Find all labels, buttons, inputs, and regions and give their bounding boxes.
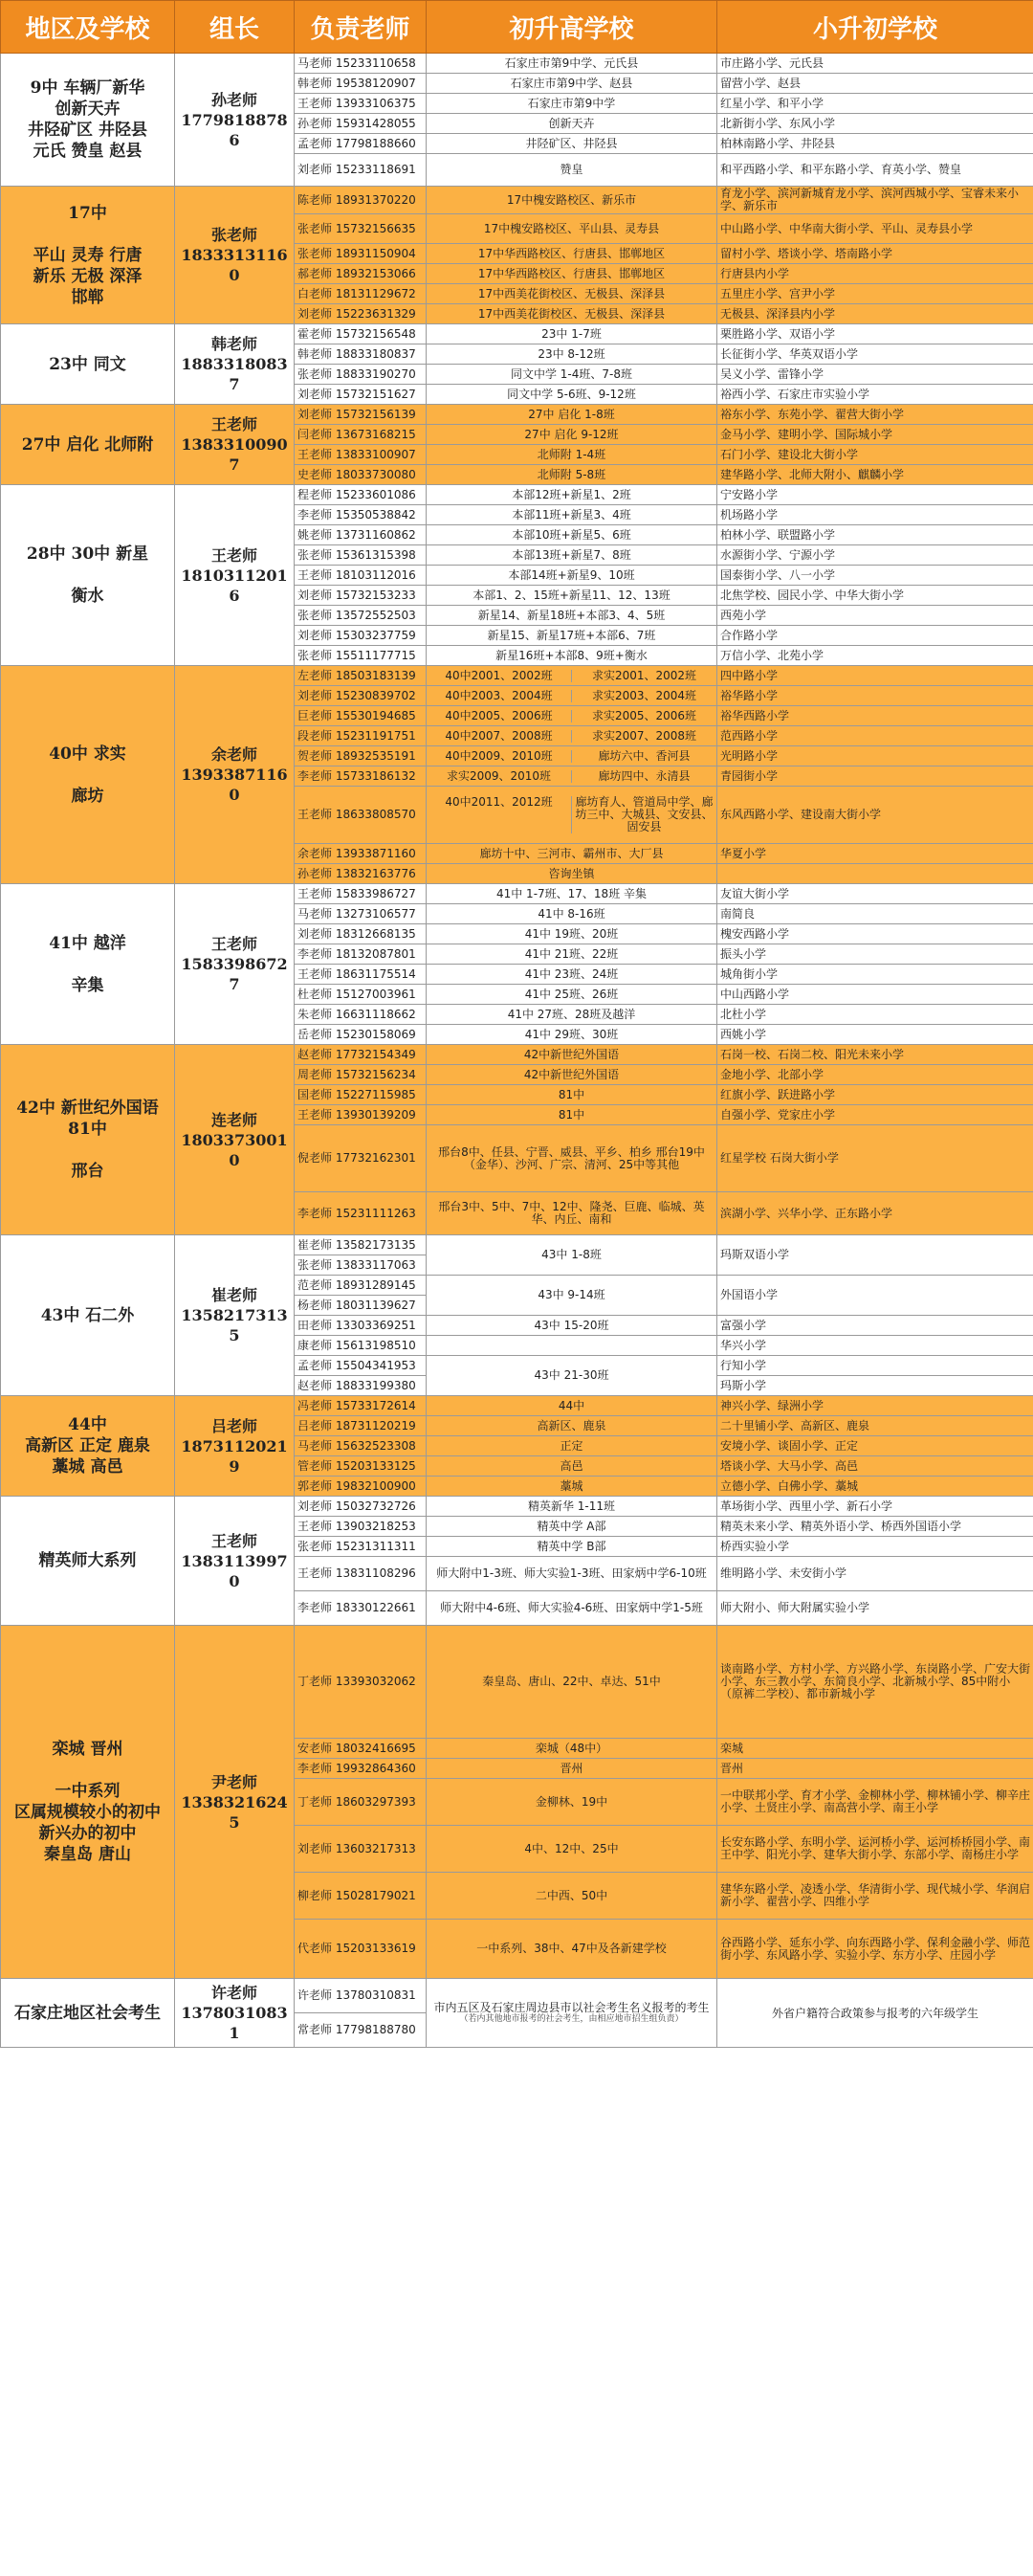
table-body xyxy=(1,54,1033,2048)
middle-school-cell: 师大附小、师大附属实验小学 xyxy=(717,1591,1033,1626)
teacher-cell: 史老师 18033730080 xyxy=(295,465,427,485)
table-row xyxy=(1,1626,1033,1739)
middle-school-cell: 裕东小学、东苑小学、翟营大街小学 xyxy=(717,405,1033,425)
table-row xyxy=(1,1235,1033,1255)
middle-school-cell: 四中路小学 xyxy=(717,666,1033,686)
middle-school-cell: 富强小学 xyxy=(717,1316,1033,1336)
high-school-cell: 41中 27班、28班及越洋 xyxy=(427,1005,717,1025)
middle-school-cell: 外国语小学 xyxy=(717,1276,1033,1316)
middle-school-cell: 行知小学 xyxy=(717,1356,1033,1376)
high-school-cell: 创新天卉 xyxy=(427,114,717,134)
teacher-cell: 周老师 15732156234 xyxy=(295,1065,427,1085)
high-school-cell: 北师附 5-8班 xyxy=(427,465,717,485)
teacher-cell: 王老师 18631175514 xyxy=(295,965,427,985)
middle-school-cell: 柏林小学、联盟路小学 xyxy=(717,525,1033,545)
table-row xyxy=(1,1396,1033,1416)
teacher-cell: 刘老师 15732156139 xyxy=(295,405,427,425)
teacher-cell: 李老师 15733186132 xyxy=(295,766,427,787)
teacher-cell: 岳老师 15230158069 xyxy=(295,1025,427,1045)
teacher-cell: 张老师 15361315398 xyxy=(295,545,427,566)
teacher-cell: 陈老师 18931370220 xyxy=(295,187,427,214)
high-school-cell: 晋州 xyxy=(427,1759,717,1779)
middle-school-cell: 裕西小学、石家庄市实验小学 xyxy=(717,385,1033,405)
high-school-part: 廊坊六中、香河县 xyxy=(571,750,716,763)
high-school-cell: 41中 29班、30班 xyxy=(427,1025,717,1045)
high-school-cell: 17中华西路校区、行唐县、邯郸地区 xyxy=(427,244,717,264)
middle-school-cell: 栗胜路小学、双语小学 xyxy=(717,324,1033,344)
middle-school-cell xyxy=(717,864,1033,884)
teacher-cell: 吕老师 18731120219 xyxy=(295,1416,427,1436)
middle-school-cell: 神兴小学、绿洲小学 xyxy=(717,1396,1033,1416)
teacher-cell: 康老师 15613198510 xyxy=(295,1336,427,1356)
middle-school-cell: 建华东路小学、凌透小学、华清街小学、现代城小学、华润启新小学、翟营小学、四维小学 xyxy=(717,1873,1033,1920)
teacher-cell: 张老师 13833117063 xyxy=(295,1255,427,1276)
middle-school-cell: 南简良 xyxy=(717,904,1033,924)
teacher-cell: 张老师 18833190270 xyxy=(295,365,427,385)
high-school-cell: 高邑 xyxy=(427,1456,717,1477)
middle-school-cell: 北杜小学 xyxy=(717,1005,1033,1025)
region-cell: 精英师大系列 xyxy=(1,1497,175,1626)
region-cell: 23中 同文 xyxy=(1,324,175,405)
high-school-cell xyxy=(427,686,717,706)
high-school-split xyxy=(427,710,716,722)
high-school-cell: 41中 8-16班 xyxy=(427,904,717,924)
leader-cell: 崔老师 13582173135 xyxy=(175,1235,295,1396)
middle-school-cell: 金马小学、建明小学、国际城小学 xyxy=(717,425,1033,445)
high-school-cell: 赞皇 xyxy=(427,154,717,187)
teacher-cell: 姚老师 13731160862 xyxy=(295,525,427,545)
high-school-part: 40中2009、2010班 xyxy=(445,748,553,763)
teacher-cell: 李老师 18330122661 xyxy=(295,1591,427,1626)
table-row xyxy=(1,405,1033,425)
teacher-cell: 丁老师 18603297393 xyxy=(295,1779,427,1826)
middle-school-cell: 槐安西路小学 xyxy=(717,924,1033,944)
high-school-cell: 本部13班+新星7、8班 xyxy=(427,545,717,566)
middle-school-cell: 安境小学、谈固小学、正定 xyxy=(717,1436,1033,1456)
high-school-cell: 23中 8-12班 xyxy=(427,344,717,365)
high-school-cell: 秦皇岛、唐山、22中、卓达、51中 xyxy=(427,1626,717,1739)
middle-school-cell: 无极县、深泽县内小学 xyxy=(717,304,1033,324)
leader-cell: 孙老师 17798188786 xyxy=(175,54,295,187)
footer-middle-school-cell: 外省户籍符合政策参与报考的六年级学生 xyxy=(717,1979,1033,2048)
high-school-part: 求实2005、2006班 xyxy=(571,710,716,722)
teacher-cell: 霍老师 15732156548 xyxy=(295,324,427,344)
teacher-cell: 孟老师 17798188660 xyxy=(295,134,427,154)
middle-school-cell: 晋州 xyxy=(717,1759,1033,1779)
teacher-cell: 张老师 15732156635 xyxy=(295,214,427,244)
teacher-cell: 马老师 13273106577 xyxy=(295,904,427,924)
middle-school-cell: 革场街小学、西里小学、新石小学 xyxy=(717,1497,1033,1517)
middle-school-cell: 石门小学、建设北大街小学 xyxy=(717,445,1033,465)
teacher-cell: 王老师 18633808570 xyxy=(295,787,427,844)
middle-school-cell: 国泰街小学、八一小学 xyxy=(717,566,1033,586)
high-school-cell: 精英新华 1-11班 xyxy=(427,1497,717,1517)
teacher-cell: 左老师 18503183139 xyxy=(295,666,427,686)
high-school-cell: 44中 xyxy=(427,1396,717,1416)
footer-high-note: （若内其他地市报考的社会考生，由相应地市招生组负责） xyxy=(459,2014,684,2024)
high-school-cell: 本部12班+新星1、2班 xyxy=(427,485,717,505)
middle-school-cell: 金地小学、北部小学 xyxy=(717,1065,1033,1085)
teacher-cell: 程老师 15233601086 xyxy=(295,485,427,505)
footer-row xyxy=(1,1979,1033,2013)
teacher-cell: 管老师 15203133125 xyxy=(295,1456,427,1477)
middle-school-cell: 西姚小学 xyxy=(717,1025,1033,1045)
high-school-part: 求实2003、2004班 xyxy=(571,690,716,702)
middle-school-cell: 塔谈小学、大马小学、高邑 xyxy=(717,1456,1033,1477)
high-school-part: 40中2007、2008班 xyxy=(445,728,553,743)
middle-school-cell: 二十里铺小学、高新区、鹿泉 xyxy=(717,1416,1033,1436)
footer-high-text: 市内五区及石家庄周边县市以社会考生名义报考的考生 xyxy=(433,2001,710,2014)
leader-cell: 连老师 18033730010 xyxy=(175,1045,295,1235)
high-school-cell: 新星14、新星18班+本部3、4、5班 xyxy=(427,606,717,626)
high-school-cell: 师大附中1-3班、师大实验1-3班、田家炳中学6-10班 xyxy=(427,1557,717,1591)
middle-school-cell: 水源街小学、宁源小学 xyxy=(717,545,1033,566)
teacher-cell: 李老师 15350538842 xyxy=(295,505,427,525)
teacher-cell: 王老师 13933106375 xyxy=(295,94,427,114)
teacher-cell: 郭老师 19832100900 xyxy=(295,1477,427,1497)
teacher-cell: 范老师 18931289145 xyxy=(295,1276,427,1296)
high-school-cell: 本部10班+新星5、6班 xyxy=(427,525,717,545)
high-school-cell: 17中华西路校区、行唐县、邯郸地区 xyxy=(427,264,717,284)
high-school-cell xyxy=(427,766,717,787)
high-school-cell: 41中 25班、26班 xyxy=(427,985,717,1005)
high-school-cell: 咨询坐镇 xyxy=(427,864,717,884)
teacher-cell: 安老师 18032416695 xyxy=(295,1739,427,1759)
high-school-cell: 43中 1-8班 xyxy=(427,1235,717,1276)
high-school-cell: 正定 xyxy=(427,1436,717,1456)
high-school-cell: 高新区、鹿泉 xyxy=(427,1416,717,1436)
teacher-cell: 刘老师 15223631329 xyxy=(295,304,427,324)
footer-leader-cell: 许老师 13780310831 xyxy=(175,1979,295,2048)
middle-school-cell: 中山路小学、中华南大街小学、平山、灵寿县小学 xyxy=(717,214,1033,244)
region-cell: 42中 新世纪外国语 81中 邢台 xyxy=(1,1045,175,1235)
header-teacher: 负责老师 xyxy=(295,1,427,54)
region-cell: 栾城 晋州 一中系列 区属规模较小的初中 新兴办的初中 秦皇岛 唐山 xyxy=(1,1626,175,1979)
leader-cell: 吕老师 18731120219 xyxy=(175,1396,295,1497)
table-row xyxy=(1,1045,1033,1065)
high-school-cell xyxy=(427,666,717,686)
high-school-cell: 42中新世纪外国语 xyxy=(427,1045,717,1065)
high-school-split xyxy=(427,796,716,833)
teacher-cell: 田老师 13303369251 xyxy=(295,1316,427,1336)
teacher-cell: 刘老师 15233118691 xyxy=(295,154,427,187)
teacher-cell: 张老师 15511177715 xyxy=(295,646,427,666)
middle-school-cell: 行唐县内小学 xyxy=(717,264,1033,284)
high-school-split xyxy=(427,770,716,783)
high-school-cell: 栾城（48中） xyxy=(427,1739,717,1759)
region-cell: 9中 车辆厂新华 创新天卉 井陉矿区 井陉县 元氏 赞皇 赵县 xyxy=(1,54,175,187)
high-school-cell xyxy=(427,706,717,726)
high-school-cell: 4中、12中、25中 xyxy=(427,1826,717,1873)
high-school-split xyxy=(427,670,716,682)
middle-school-cell: 玛斯双语小学 xyxy=(717,1235,1033,1276)
middle-school-cell: 华兴小学 xyxy=(717,1336,1033,1356)
leader-cell: 韩老师 18833180837 xyxy=(175,324,295,405)
teacher-cell: 李老师 15231111263 xyxy=(295,1192,427,1235)
teacher-cell: 倪老师 17732162301 xyxy=(295,1125,427,1192)
high-school-cell: 师大附中4-6班、师大实验4-6班、田家炳中学1-5班 xyxy=(427,1591,717,1626)
teacher-cell: 张老师 18931150904 xyxy=(295,244,427,264)
teacher-cell: 崔老师 13582173135 xyxy=(295,1235,427,1255)
middle-school-cell: 东风西路小学、建设南大街小学 xyxy=(717,787,1033,844)
high-school-cell: 41中 23班、24班 xyxy=(427,965,717,985)
high-school-cell: 精英中学 A部 xyxy=(427,1517,717,1537)
teacher-cell: 杨老师 18031139627 xyxy=(295,1296,427,1316)
teacher-cell: 巨老师 15530194685 xyxy=(295,706,427,726)
high-school-cell: 邢台3中、5中、7中、12中、隆尧、巨鹿、临城、英华、内丘、南和 xyxy=(427,1192,717,1235)
middle-school-cell: 留营小学、赵县 xyxy=(717,74,1033,94)
middle-school-cell: 谷西路小学、延东小学、向东西路小学、保利金融小学、师范街小学、东风路小学、实验小学、东方小学、庄园小学 xyxy=(717,1920,1033,1979)
high-school-cell: 81中 xyxy=(427,1105,717,1125)
middle-school-cell: 红星学校 石岗大街小学 xyxy=(717,1125,1033,1192)
teacher-cell: 刘老师 13603217313 xyxy=(295,1826,427,1873)
middle-school-cell: 桥西实验小学 xyxy=(717,1537,1033,1557)
high-school-part: 廊坊育人、管道局中学、廊坊三中、大城县、文安县、固安县 xyxy=(571,796,716,833)
high-school-cell: 石家庄市第9中学、元氏县 xyxy=(427,54,717,74)
teacher-cell: 刘老师 15732153233 xyxy=(295,586,427,606)
middle-school-cell: 振头小学 xyxy=(717,944,1033,965)
high-school-cell: 井陉矿区、井陉县 xyxy=(427,134,717,154)
high-school-cell: 43中 15-20班 xyxy=(427,1316,717,1336)
high-school-cell: 廊坊十中、三河市、霸州市、大厂县 xyxy=(427,844,717,864)
table-row xyxy=(1,187,1033,214)
leader-cell: 王老师 18103112016 xyxy=(175,485,295,666)
middle-school-cell: 红旗小学、跃进路小学 xyxy=(717,1085,1033,1105)
region-cell: 43中 石二外 xyxy=(1,1235,175,1396)
middle-school-cell: 石岗一校、石岗二校、阳光未来小学 xyxy=(717,1045,1033,1065)
high-school-cell: 藁城 xyxy=(427,1477,717,1497)
middle-school-cell: 光明路小学 xyxy=(717,746,1033,766)
high-school-split xyxy=(427,730,716,743)
middle-school-cell: 范西路小学 xyxy=(717,726,1033,746)
teacher-cell: 赵老师 17732154349 xyxy=(295,1045,427,1065)
teacher-cell: 孙老师 15931428055 xyxy=(295,114,427,134)
teacher-cell: 余老师 13933871160 xyxy=(295,844,427,864)
high-school-cell: 一中系列、38中、47中及各新建学校 xyxy=(427,1920,717,1979)
middle-school-cell: 滨湖小学、兴华小学、正东路小学 xyxy=(717,1192,1033,1235)
table-row xyxy=(1,1497,1033,1517)
high-school-cell: 43中 9-14班 xyxy=(427,1276,717,1316)
high-school-cell xyxy=(427,1336,717,1356)
teacher-cell: 杜老师 15127003961 xyxy=(295,985,427,1005)
leader-cell: 王老师 15833986727 xyxy=(175,884,295,1045)
high-school-cell: 新星15、新星17班+本部6、7班 xyxy=(427,626,717,646)
teacher-cell: 王老师 13930139209 xyxy=(295,1105,427,1125)
middle-school-cell: 红星小学、和平小学 xyxy=(717,94,1033,114)
high-school-cell: 石家庄市第9中学、赵县 xyxy=(427,74,717,94)
middle-school-cell: 谈南路小学、方村小学、方兴路小学、东岗路小学、广安大街小学、东三教小学、东简良小学、北新城小学、85中附小（原裤二学校）、都市新城小学 xyxy=(717,1626,1033,1739)
high-school-cell xyxy=(427,746,717,766)
teacher-cell: 郝老师 18932153066 xyxy=(295,264,427,284)
high-school-cell: 同文中学 1-4班、7-8班 xyxy=(427,365,717,385)
high-school-part: 求实2001、2002班 xyxy=(571,670,716,682)
high-school-cell: 精英中学 B部 xyxy=(427,1537,717,1557)
high-school-cell: 17中西美花街校区、无极县、深泽县 xyxy=(427,304,717,324)
teacher-cell: 刘老师 15732151627 xyxy=(295,385,427,405)
high-school-cell: 17中槐安路校区、平山县、灵寿县 xyxy=(427,214,717,244)
middle-school-cell: 城角街小学 xyxy=(717,965,1033,985)
leader-cell: 余老师 13933871160 xyxy=(175,666,295,884)
teacher-cell: 孟老师 15504341953 xyxy=(295,1356,427,1376)
middle-school-cell: 宁安路小学 xyxy=(717,485,1033,505)
leader-cell: 尹老师 13383216245 xyxy=(175,1626,295,1979)
footer-high-school-cell xyxy=(427,1979,717,2048)
teacher-cell: 张老师 13572552503 xyxy=(295,606,427,626)
teacher-cell: 王老师 15833986727 xyxy=(295,884,427,904)
middle-school-cell: 裕华路小学 xyxy=(717,686,1033,706)
header-region: 地区及学校 xyxy=(1,1,175,54)
teacher-cell: 孙老师 13832163776 xyxy=(295,864,427,884)
high-school-cell: 41中 1-7班、17、18班 辛集 xyxy=(427,884,717,904)
teacher-cell: 丁老师 13393032062 xyxy=(295,1626,427,1739)
high-school-split xyxy=(427,750,716,763)
high-school-cell xyxy=(427,726,717,746)
teacher-cell: 马老师 15632523308 xyxy=(295,1436,427,1456)
middle-school-cell: 柏林南路小学、井陉县 xyxy=(717,134,1033,154)
high-school-cell: 北师附 1-4班 xyxy=(427,445,717,465)
middle-school-cell: 长征街小学、华英双语小学 xyxy=(717,344,1033,365)
middle-school-cell: 华夏小学 xyxy=(717,844,1033,864)
middle-school-cell: 精英未来小学、精英外语小学、桥西外国语小学 xyxy=(717,1517,1033,1537)
high-school-cell: 新星16班+本部8、9班+衡水 xyxy=(427,646,717,666)
teacher-cell: 王老师 13831108296 xyxy=(295,1557,427,1591)
teacher-cell: 朱老师 16631118662 xyxy=(295,1005,427,1025)
high-school-cell: 邢台8中、任县、宁晋、威县、平乡、柏乡 邢台19中（金华）、沙河、广宗、清河、25中等其他 xyxy=(427,1125,717,1192)
high-school-part: 40中2001、2002班 xyxy=(445,668,553,682)
middle-school-cell: 市庄路小学、元氏县 xyxy=(717,54,1033,74)
teacher-cell: 冯老师 15733172614 xyxy=(295,1396,427,1416)
table-row xyxy=(1,666,1033,686)
middle-school-cell: 吴义小学、雷锋小学 xyxy=(717,365,1033,385)
table-row xyxy=(1,54,1033,74)
header-leader: 组长 xyxy=(175,1,295,54)
footer-region-cell: 石家庄地区社会考生 xyxy=(1,1979,175,2048)
high-school-part: 求实2007、2008班 xyxy=(571,730,716,743)
teacher-cell: 贺老师 18932535191 xyxy=(295,746,427,766)
high-school-part: 40中2011、2012班 xyxy=(445,795,553,809)
high-school-cell: 17中槐安路校区、新乐市 xyxy=(427,187,717,214)
table-row xyxy=(1,485,1033,505)
region-cell: 17中 平山 灵寿 行唐 新乐 无极 深泽 邯郸 xyxy=(1,187,175,324)
middle-school-cell: 和平西路小学、和平东路小学、育英小学、赞皇 xyxy=(717,154,1033,187)
region-cell: 41中 越洋 辛集 xyxy=(1,884,175,1045)
teacher-cell: 李老师 19932864360 xyxy=(295,1759,427,1779)
teacher-cell: 王老师 13903218253 xyxy=(295,1517,427,1537)
teacher-cell: 刘老师 15230839702 xyxy=(295,686,427,706)
high-school-cell: 本部11班+新星3、4班 xyxy=(427,505,717,525)
teacher-cell: 许老师 13780310831 xyxy=(295,1979,427,2013)
teacher-cell: 段老师 15231191751 xyxy=(295,726,427,746)
high-school-cell: 42中新世纪外国语 xyxy=(427,1065,717,1085)
high-school-cell: 金柳林、19中 xyxy=(427,1779,717,1826)
high-school-part: 廊坊四中、永清县 xyxy=(571,770,716,783)
teacher-cell: 柳老师 15028179021 xyxy=(295,1873,427,1920)
middle-school-cell: 五里庄小学、宫尹小学 xyxy=(717,284,1033,304)
high-school-cell: 本部1、2、15班+新星11、12、13班 xyxy=(427,586,717,606)
middle-school-cell: 自强小学、党家庄小学 xyxy=(717,1105,1033,1125)
middle-school-cell: 建华路小学、北师大附小、麒麟小学 xyxy=(717,465,1033,485)
teacher-cell: 常老师 17798188780 xyxy=(295,2013,427,2048)
high-school-cell: 本部14班+新星9、10班 xyxy=(427,566,717,586)
high-school-part: 40中2005、2006班 xyxy=(445,708,553,722)
middle-school-cell: 立德小学、白佛小学、藁城 xyxy=(717,1477,1033,1497)
teacher-cell: 韩老师 18833180837 xyxy=(295,344,427,365)
table-row xyxy=(1,884,1033,904)
middle-school-cell: 一中联邦小学、育才小学、金柳林小学、柳林铺小学、柳辛庄小学、土贤庄小学、南高营小学、南王小学 xyxy=(717,1779,1033,1826)
middle-school-cell: 北新街小学、东风小学 xyxy=(717,114,1033,134)
teacher-cell: 马老师 15233110658 xyxy=(295,54,427,74)
middle-school-cell: 合作路小学 xyxy=(717,626,1033,646)
teacher-cell: 韩老师 19538120907 xyxy=(295,74,427,94)
high-school-cell: 41中 19班、20班 xyxy=(427,924,717,944)
teacher-cell: 赵老师 18833199380 xyxy=(295,1376,427,1396)
high-school-cell: 二中西、50中 xyxy=(427,1873,717,1920)
middle-school-cell: 裕华西路小学 xyxy=(717,706,1033,726)
middle-school-cell: 玛斯小学 xyxy=(717,1376,1033,1396)
high-school-cell: 43中 21-30班 xyxy=(427,1356,717,1396)
teacher-cell: 刘老师 18312668135 xyxy=(295,924,427,944)
middle-school-cell: 西苑小学 xyxy=(717,606,1033,626)
middle-school-cell: 长安东路小学、东明小学、运河桥小学、运河桥桥园小学、南王中学、阳光小学、建华大街小学、东部小学、南杨庄小学 xyxy=(717,1826,1033,1873)
high-school-split xyxy=(427,690,716,702)
region-cell: 40中 求实 廊坊 xyxy=(1,666,175,884)
high-school-cell: 17中西美花街校区、无极县、深泽县 xyxy=(427,284,717,304)
leader-cell: 王老师 13833100907 xyxy=(175,405,295,485)
teacher-cell: 王老师 13833100907 xyxy=(295,445,427,465)
table-row xyxy=(1,324,1033,344)
high-school-part: 求实2009、2010班 xyxy=(446,768,552,783)
teacher-cell: 刘老师 15303237759 xyxy=(295,626,427,646)
middle-school-cell: 育龙小学、滨河新城育龙小学、滨河西城小学、宝睿未来小学、新乐市 xyxy=(717,187,1033,214)
region-cell: 27中 启化 北师附 xyxy=(1,405,175,485)
teacher-cell: 王老师 18103112016 xyxy=(295,566,427,586)
high-school-part: 40中2003、2004班 xyxy=(445,688,553,702)
middle-school-cell: 北焦学校、园民小学、中华大街小学 xyxy=(717,586,1033,606)
middle-school-cell: 青园街小学 xyxy=(717,766,1033,787)
middle-school-cell: 友谊大街小学 xyxy=(717,884,1033,904)
leader-cell: 张老师 18333131160 xyxy=(175,187,295,324)
teacher-cell: 张老师 15231311311 xyxy=(295,1537,427,1557)
teacher-cell: 刘老师 15032732726 xyxy=(295,1497,427,1517)
middle-school-cell: 维明路小学、未安街小学 xyxy=(717,1557,1033,1591)
header-high-school: 初升高学校 xyxy=(427,1,717,54)
header-middle-school: 小升初学校 xyxy=(717,1,1033,54)
teacher-cell: 国老师 15227115985 xyxy=(295,1085,427,1105)
middle-school-cell: 留村小学、塔谈小学、塔南路小学 xyxy=(717,244,1033,264)
high-school-cell: 23中 1-7班 xyxy=(427,324,717,344)
middle-school-cell: 栾城 xyxy=(717,1739,1033,1759)
middle-school-cell: 万信小学、北苑小学 xyxy=(717,646,1033,666)
header-row xyxy=(1,1,1033,54)
middle-school-cell: 机场路小学 xyxy=(717,505,1033,525)
high-school-cell: 27中 启化 1-8班 xyxy=(427,405,717,425)
teacher-cell: 白老师 18131129672 xyxy=(295,284,427,304)
high-school-cell: 41中 21班、22班 xyxy=(427,944,717,965)
region-cell: 44中 高新区 正定 鹿泉 藁城 高邑 xyxy=(1,1396,175,1497)
high-school-cell: 石家庄市第9中学 xyxy=(427,94,717,114)
middle-school-cell: 中山西路小学 xyxy=(717,985,1033,1005)
region-cell: 28中 30中 新星 衡水 xyxy=(1,485,175,666)
teacher-cell: 闫老师 13673168215 xyxy=(295,425,427,445)
teacher-cell: 代老师 15203133619 xyxy=(295,1920,427,1979)
leader-cell: 王老师 13831139970 xyxy=(175,1497,295,1626)
high-school-cell: 同文中学 5-6班、9-12班 xyxy=(427,385,717,405)
teacher-cell: 李老师 18132087801 xyxy=(295,944,427,965)
high-school-cell: 81中 xyxy=(427,1085,717,1105)
high-school-cell xyxy=(427,787,717,844)
high-school-cell: 27中 启化 9-12班 xyxy=(427,425,717,445)
